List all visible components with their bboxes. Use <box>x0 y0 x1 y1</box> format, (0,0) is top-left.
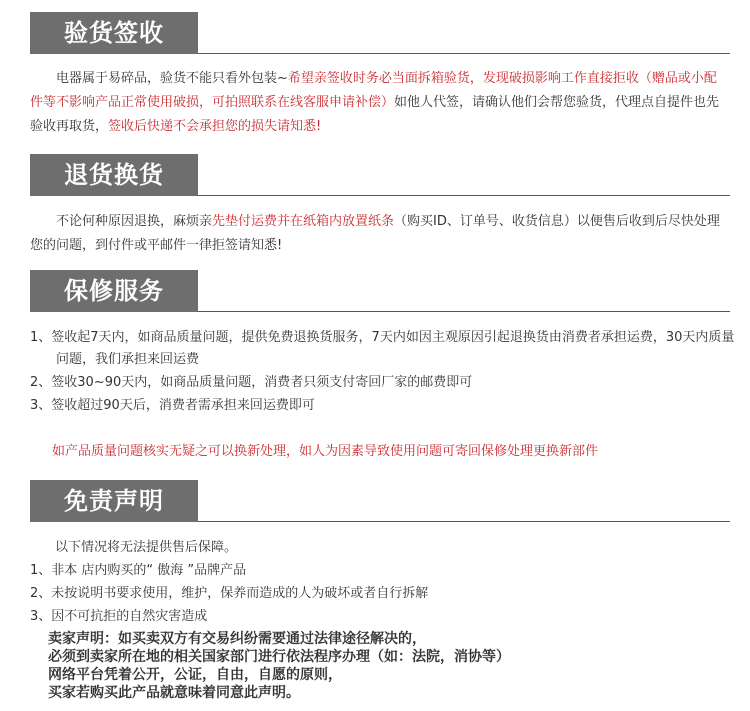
section-title-disclaimer: 免责声明 <box>64 487 164 515</box>
return-text-2: （购买ID、订单号、收货信息）以便售后收到后尽快处理您的问题，到付件或平邮件一律拒签请知悉! <box>30 214 720 253</box>
declaration-line-1: 卖家声明：如买卖双方有交易纠纷需要通过法律途径解决的， <box>48 631 426 647</box>
section-header-inspect <box>30 12 730 54</box>
disclaimer-item-3: 3、因不可抗拒的自然灾害造成 <box>30 609 208 624</box>
return-text-1: 不论何种原因退换，麻烦亲 <box>56 214 213 229</box>
header-divider <box>198 311 730 312</box>
return-warning: 先垫付运费并在纸箱内放置纸条 <box>212 214 395 229</box>
warranty-note: 如产品质量问题核实无疑之可以换新处理，如人为因素导致使用问题可寄回保修处理更换新部件 <box>52 444 599 459</box>
disclaimer-item-2: 2、未按说明书要求使用，维护，保养而造成的人为破坏或者自行拆解 <box>30 586 429 601</box>
inspect-paragraph <box>30 67 720 139</box>
section-title-warranty: 保修服务 <box>64 277 164 305</box>
section-title-inspect: 验货签收 <box>64 19 164 47</box>
declaration-line-4: 买家若购买此产品就意味着同意此声明。 <box>48 685 300 701</box>
header-divider <box>198 521 730 522</box>
header-divider <box>198 195 730 196</box>
return-paragraph <box>30 210 720 258</box>
declaration-line-2: 必须到卖家所在地的相关国家部门进行依法程序办理（如：法院，消协等） <box>48 649 510 665</box>
inspect-text-1: 电器属于易碎品，验货不能只看外包装~ <box>56 71 288 86</box>
warranty-item-3: 3、签收超过90天后，消费者需承担来回运费即可 <box>30 398 315 413</box>
disclaimer-intro: 以下情况将无法提供售后保障。 <box>55 540 238 555</box>
section-header-disclaimer <box>30 480 730 522</box>
inspect-text-2: 如他人代签，请确认他们会帮您验货，代理点自提件也先验收再取货， <box>30 95 720 134</box>
inspect-notice: 签收后快递不会承担您的损失请知悉! <box>108 119 322 134</box>
section-header-return <box>30 154 730 196</box>
inspect-warning: 希望亲签收时务必当面拆箱验货，发现破损影响工作直接拒收（赠品或小配件等不影响产品正常使用破损，可拍照联系在线客服申请补偿） <box>30 71 717 110</box>
header-divider <box>198 53 730 54</box>
section-title-return: 退货换货 <box>64 161 164 189</box>
warranty-item-2: 2、签收30~90天内，如商品质量问题，消费者只须支付寄回厂家的邮费即可 <box>30 375 473 390</box>
declaration-line-3: 网络平台凭着公开，公证，自由，自愿的原则， <box>48 667 342 683</box>
disclaimer-item-1: 1、非本 店内购买的“ 傲海 ”品牌产品 <box>30 563 247 578</box>
warranty-item-1: 1、签收起7天内，如商品质量问题，提供免费退换货服务，7天内如因主观原因引起退换货由消费者承担运费，30天内质量问题，我们承担来回运费 <box>30 330 735 367</box>
section-header-warranty <box>30 270 730 312</box>
